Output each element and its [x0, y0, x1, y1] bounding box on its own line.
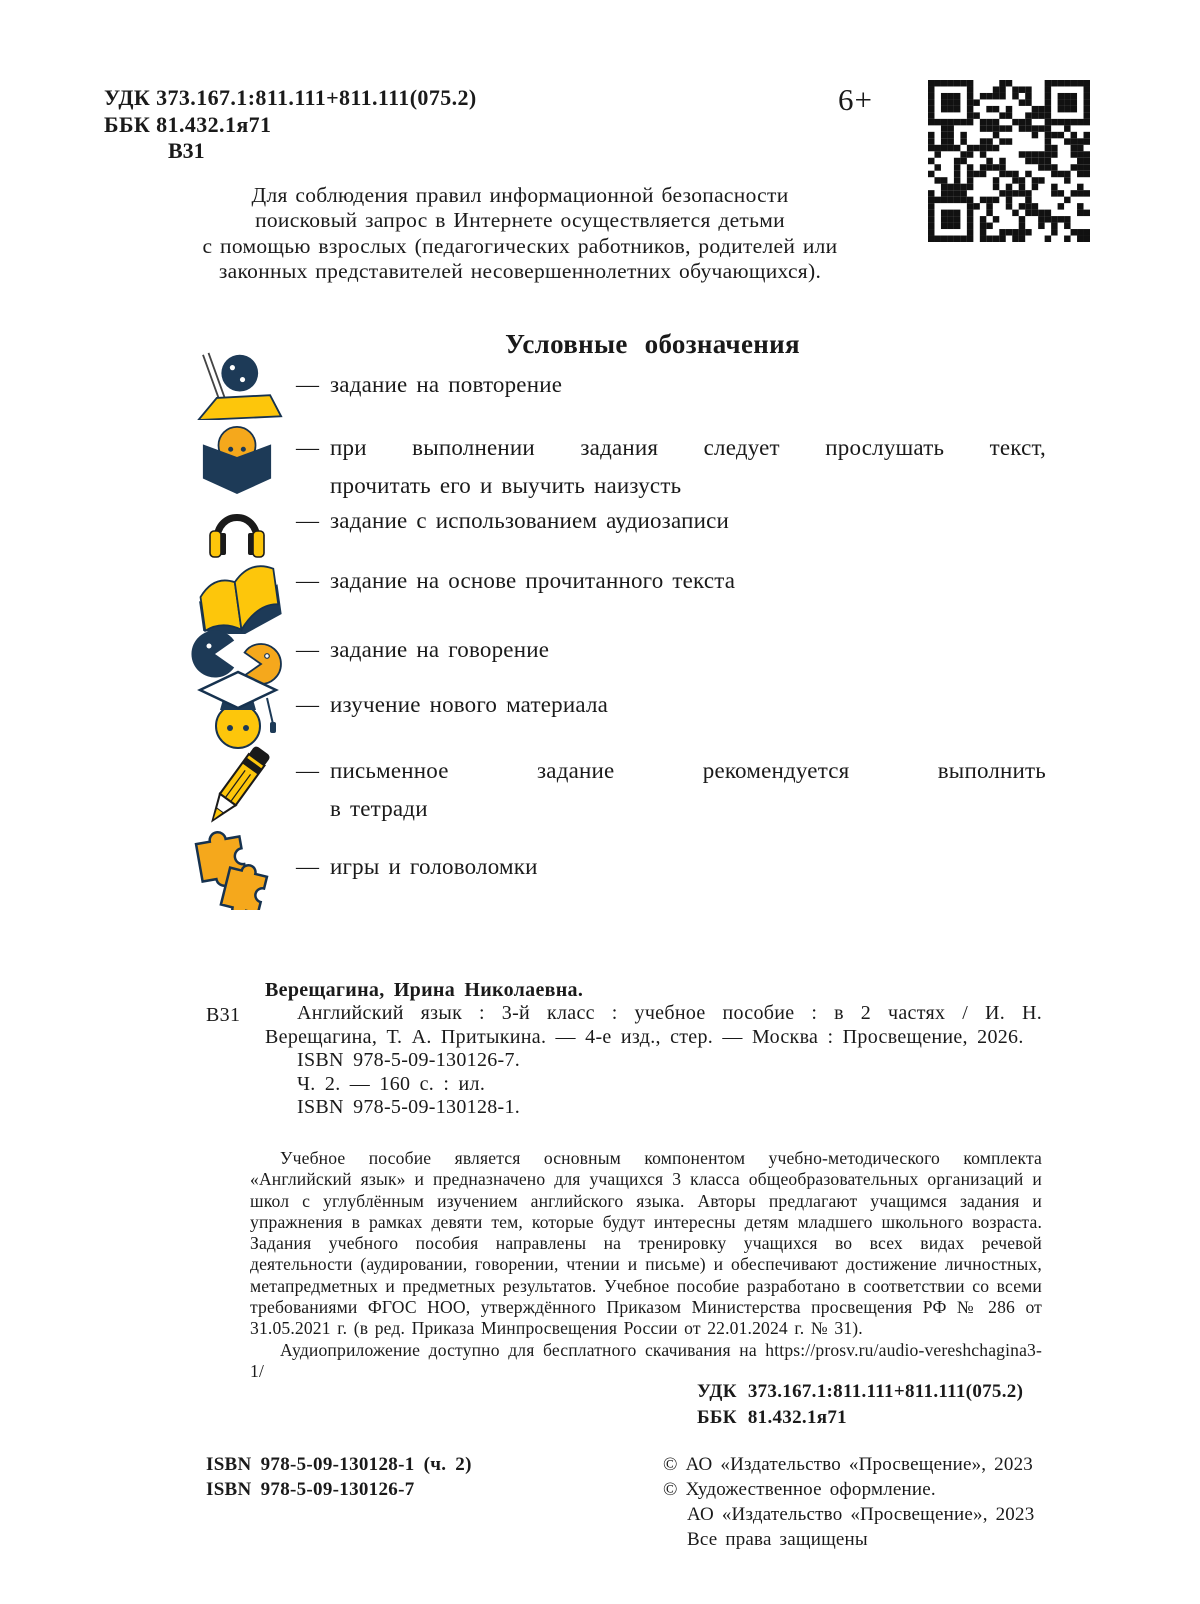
legend-dash: — [296, 758, 320, 783]
legend-item-games [296, 848, 1046, 886]
footer-copyright-block [663, 1452, 1034, 1552]
legend-dash: — [296, 372, 320, 397]
safety-line: Для соблюдения правил информационной безопасности [251, 183, 789, 207]
legend-dash: — [296, 692, 320, 717]
bibliography-author: Верещагина, Ирина Николаевна. [265, 979, 584, 1001]
repetition-task-icon [185, 352, 289, 420]
safety-line: поисковый запрос в Интернете осуществляется детьми [255, 208, 785, 233]
udk-code-top: УДК 373.167.1:811.111+811.111(075.2) [104, 85, 477, 110]
annotation-text: Учебное пособие является основным компонентом учебно-методического комплекта «Английский язык» и предназначено для учащихся 3 класса общеобразовательных организаций и школ с углублённым изучением английского языка. Авторы предлагают учащимся задания и упражнения в рамках девяти тем, которые будут интересны детям младшего школьного возраста. Задания учебного пособия направлены на тренировку учащихся во всех видах речевой деятельности (аудировании, говорении, чтении и письме) и обеспечивают достижение личностных, метапредметных и предметных результатов. Учебное пособие разработано в соответствии со всеми требованиями ФГОС НОО, утверждённого Приказом Министерства просвещения РФ № 286 от 31.05.2021 г. (в ред. Приказа Минпросвещения России от 22.01.2024 г. № 31). [250, 1148, 1042, 1339]
bibliographic-record [265, 979, 1042, 1119]
legend-label: письменное задание рекомендуется выполнить [330, 758, 1046, 783]
legend-item-writing [296, 752, 1046, 828]
legend-label: задание с использованием аудиозаписи [330, 508, 730, 533]
legend-dash: — [296, 435, 320, 460]
copyright-line: © АО «Издательство «Просвещение», 2023 [663, 1454, 1033, 1475]
part-info: Ч. 2. — 160 с. : ил. [297, 1072, 486, 1095]
legend-label: задание на основе прочитанного текста [330, 568, 736, 593]
legend-label: игры и головоломки [330, 854, 538, 879]
legend-title: Условные обозначения [505, 329, 800, 359]
copyright-line: АО «Издательство «Просвещение», 2023 [687, 1504, 1035, 1525]
bibliography-description: Английский язык : 3-й класс : учебное пособие : в 2 частях / И. Н. Верещагина, Т. А. Притыкина. — 4-е изд., стер. — Москва : Просвещение, 2026. [265, 1002, 1042, 1048]
safety-line: с помощью взрослых (педагогических работников, родителей или [202, 233, 838, 258]
audio-note: Аудиоприложение доступно для бесплатного скачивания на https://prosv.ru/audio-vereshchagina3-1/ [250, 1339, 1042, 1381]
legend-dash: — [296, 568, 320, 593]
legend-dash: — [296, 637, 320, 662]
legend-label: задание на говорение [330, 637, 550, 662]
annotation-block [250, 1148, 1042, 1382]
age-rating-badge: 6+ [838, 82, 873, 117]
legend-dash: — [296, 854, 320, 879]
author-sign-top: В31 [168, 138, 205, 163]
legend-label: при выполнении задания следует прослушать текст, [330, 435, 1046, 460]
legend-item-new-material [296, 686, 1046, 724]
legend-item-speaking [296, 631, 1046, 669]
legend-label: в тетради [330, 796, 428, 821]
legend-item-audio [296, 502, 1046, 540]
information-safety-notice [130, 183, 910, 285]
copyright-line: Все права защищены [687, 1529, 868, 1550]
listen-read-memorize-icon [185, 420, 289, 496]
new-material-icon [185, 668, 289, 750]
isbn-part1: ISBN 978-5-09-130126-7. [297, 1049, 521, 1072]
legend-label: изучение нового материала [330, 692, 609, 717]
qr-code-svg [928, 80, 1090, 242]
legend-item-reading [296, 562, 1046, 600]
games-puzzles-icon [185, 814, 289, 910]
legend-item-listen-read [296, 429, 1046, 505]
author-sign-bibliography: В31 [206, 1004, 241, 1026]
classification-codes-top [104, 84, 477, 138]
legend-label: прочитать его и выучить наизусть [330, 473, 682, 498]
udk-code-bottom: УДК 373.167.1:811.111+811.111(075.2) [697, 1381, 1024, 1402]
isbn-part2: ISBN 978-5-09-130128-1. [297, 1096, 521, 1119]
legend-item-repetition [296, 366, 1046, 404]
legend-dash: — [296, 508, 320, 533]
footer-isbn-line: ISBN 978-5-09-130126-7 [206, 1479, 415, 1500]
footer-isbn-line: ISBN 978-5-09-130128-1 (ч. 2) [206, 1454, 472, 1475]
bbk-code-bottom: ББК 81.432.1я71 [697, 1407, 847, 1428]
legend-label: задание на повторение [330, 372, 563, 397]
copyright-line: © Художественное оформление. [663, 1479, 936, 1500]
footer-isbn-block [206, 1452, 472, 1502]
bbk-code-top: ББК 81.432.1я71 [104, 112, 272, 137]
qr-code [928, 80, 1090, 242]
safety-line: законных представителей несовершеннолетних обучающихся). [218, 259, 822, 284]
classification-codes-bottom [697, 1379, 1023, 1431]
